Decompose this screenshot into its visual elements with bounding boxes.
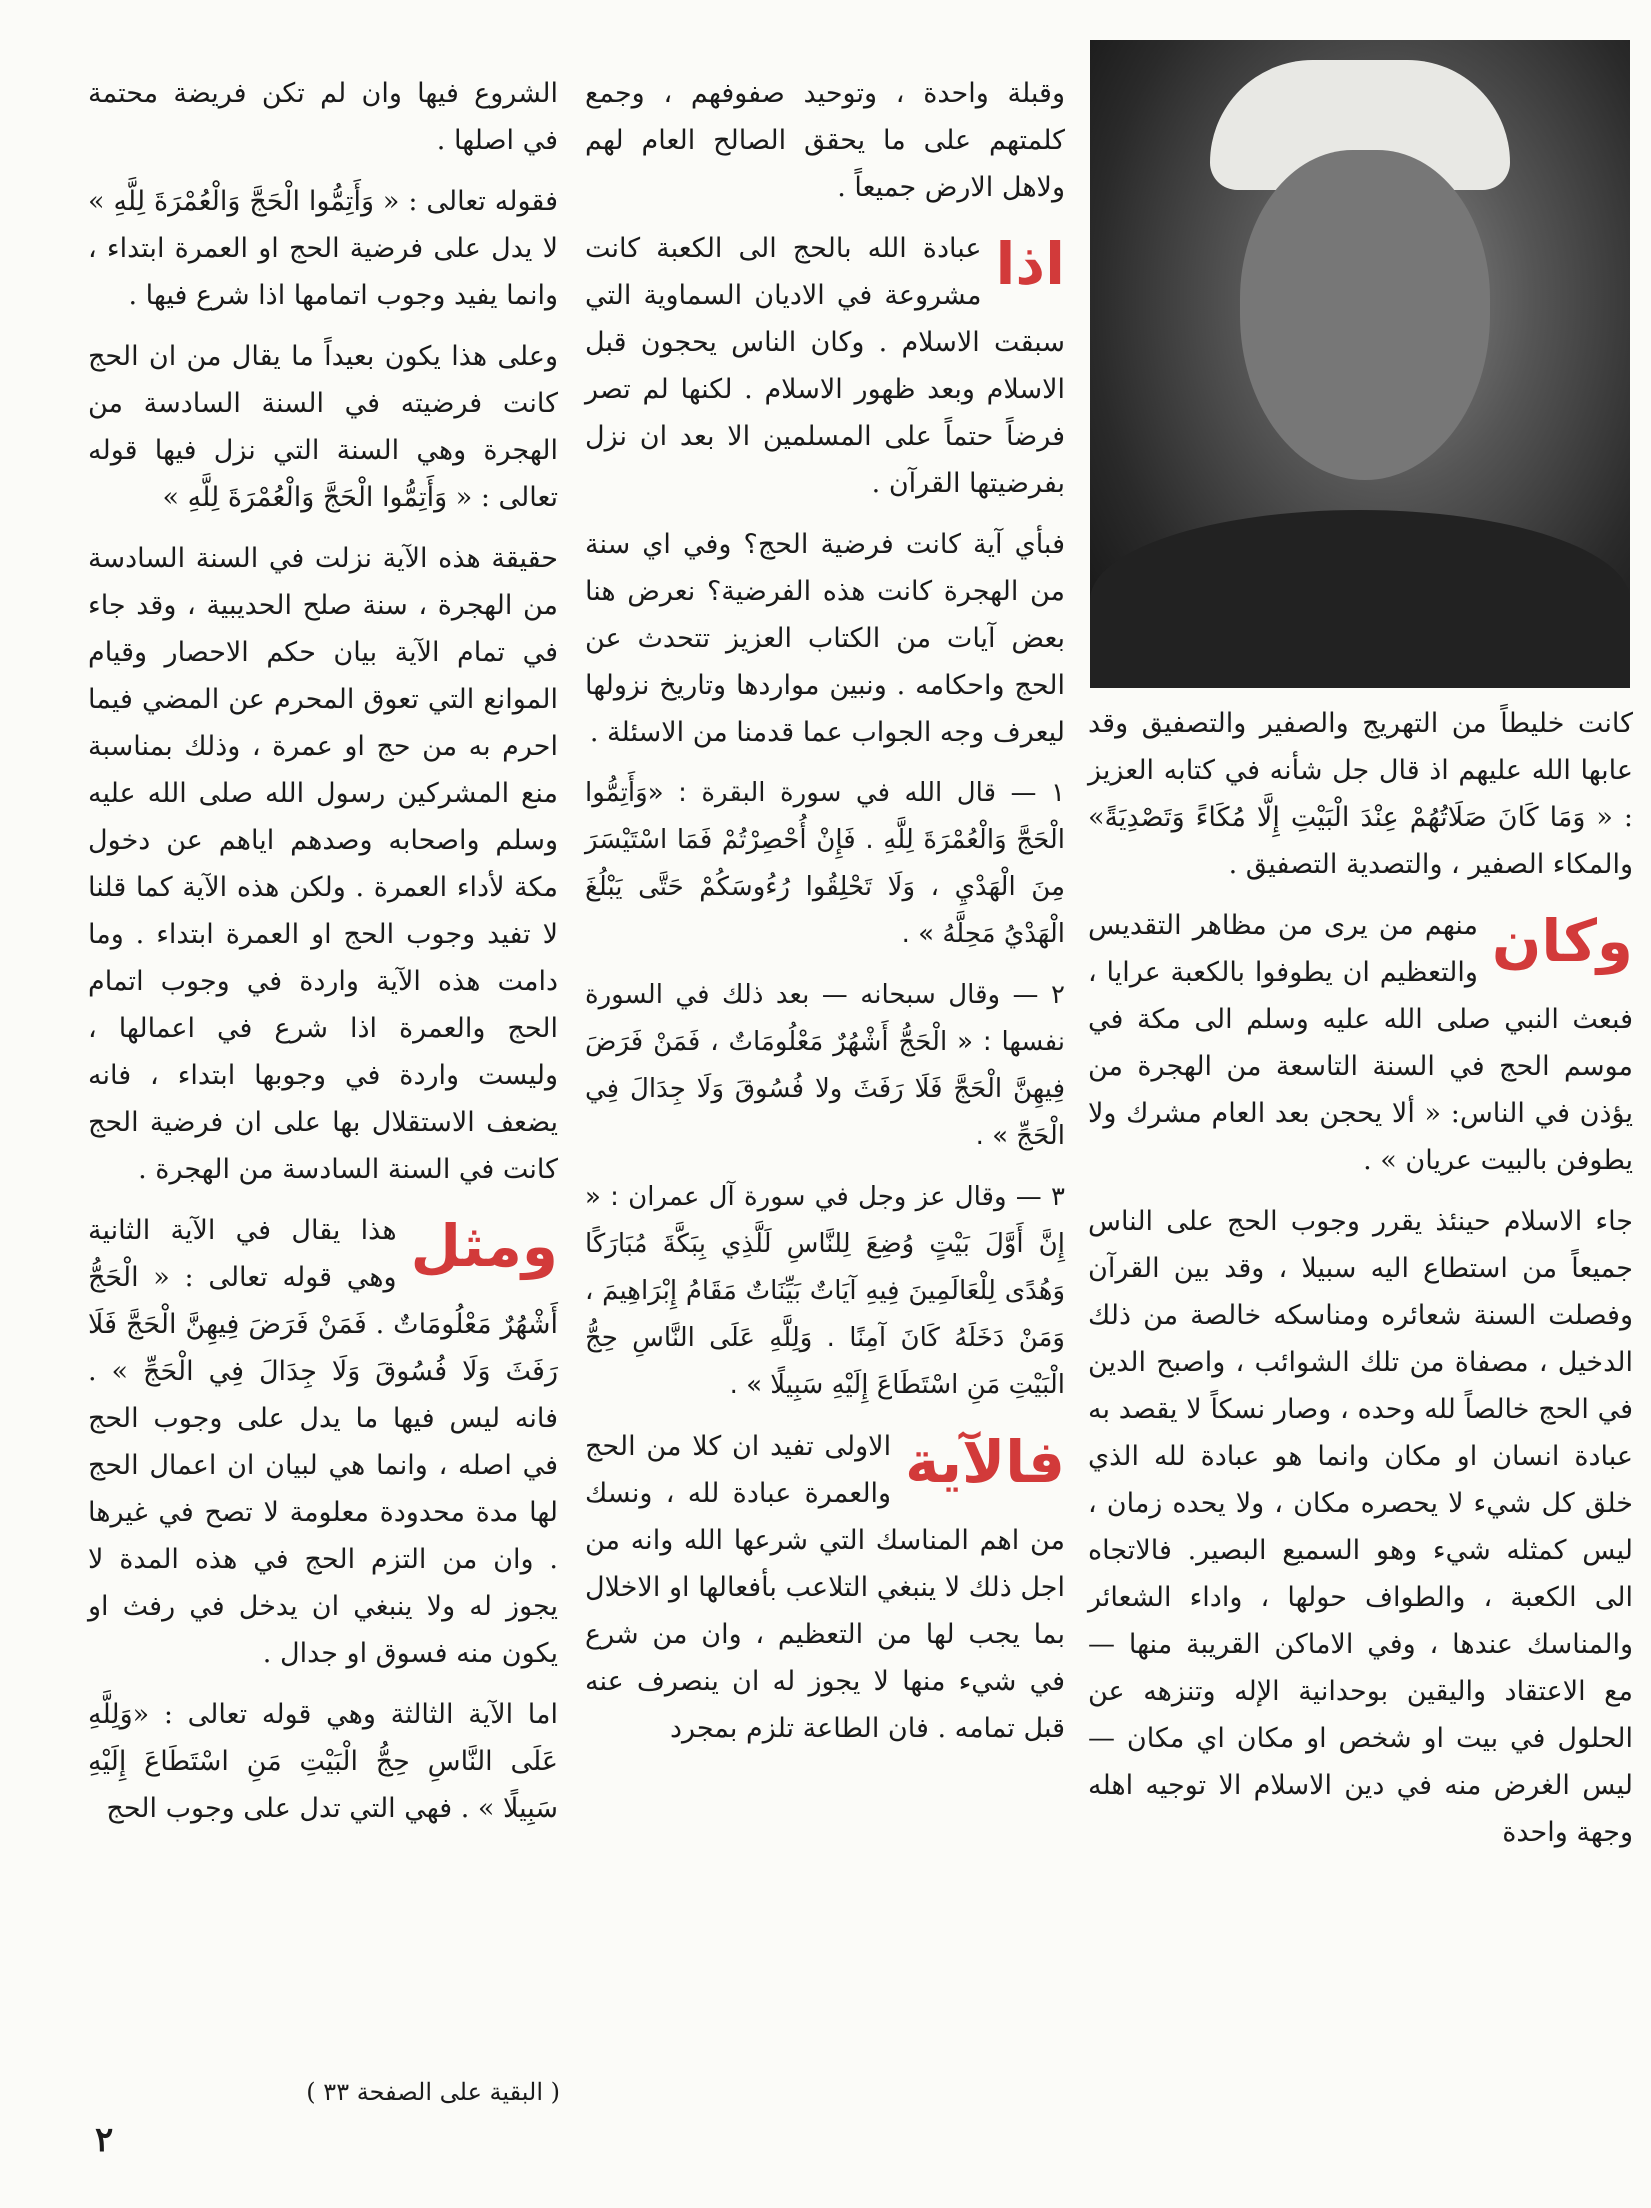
- paragraph: وكان منهم من يرى من مظاهر التقديس والتعظيم ان يطوفوا بالكعبة عرايا ، فبعث النبي صلى الله عليه وسلم الى مكة في موسم الحج في السنة التاسعة من الهجرة من يؤذن في الناس: « ألا يحجن بعد العام مشرك ولا يطوفن بالبيت عريان » .: [1088, 902, 1633, 1184]
- paragraph: فقوله تعالى : « وَأَتِمُّوا الْحَجَّ وَالْعُمْرَةَ لِلَّهِ » لا يدل على فرضية الحج او العمرة ابتداء ، وانما يفيد وجوب اتمامها اذا شرع فيها .: [88, 186, 558, 311]
- paragraph: فالآية الاولى تفيد ان كلا من الحج والعمرة عبادة لله ، ونسك من اهم المناسك التي شرعها الله وانه من اجل ذلك لا ينبغي التلاعب بأفعالها او الاخلال بما يجب لها من التعظيم ، وان من شرع في شيء منها لا يجوز له ان ينصرف عنه قبل تمامه . فان الطاعة تلزم بمجرد: [585, 1423, 1065, 1752]
- paragraph: كانت خليطاً من التهريج والصفير والتصفيق وقد عابها الله عليهم اذ قال جل شأنه في كتابه العزيز : « وَمَا كَانَ صَلَاتُهُمْ عِنْدَ الْبَيْتِ إِلَّا مُكَاءً وَتَصْدِيَةً» والمكاء الصفير ، والتصدية التصفيق .: [1088, 708, 1633, 880]
- paragraph: وقبلة واحدة ، وتوحيد صفوفهم ، وجمع كلمتهم على ما يحقق الصالح العام لهم ولاهل الارض جميعاً .: [585, 78, 1065, 203]
- portrait-photo: [1090, 40, 1630, 688]
- drop-word: فالآية: [905, 1428, 1065, 1496]
- drop-word: وكان: [1491, 907, 1633, 975]
- paragraph: اما الآية الثالثة وهي قوله تعالى : «وَلِلَّهِ عَلَى النَّاسِ حِجُّ الْبَيْتِ مَنِ اسْتَطَاعَ إِلَيْهِ سَبِيلًا » . فهي التي تدل على وجوب الحج: [88, 1699, 558, 1824]
- paragraph: فبأي آية كانت فرضية الحج؟ وفي اي سنة من الهجرة كانت هذه الفرضية؟ نعرض هنا بعض آيات من الكتاب العزيز تتحدث عن الحج واحكامه . ونبين مواردها وتاريخ نزولها ليعرف وجه الجواب عما قدمنا من الاسئلة .: [585, 529, 1065, 748]
- paragraph: ١ — قال الله في سورة البقرة : «وَأَتِمُّوا الْحَجَّ وَالْعُمْرَةَ لِلَّهِ . فَإِنْ أُحْصِرْتُمْ فَمَا اسْتَيْسَرَ مِنَ الْهَدْيِ ، وَلَا تَحْلِقُوا رُءُوسَكُمْ حَتَّى يَبْلُغَ الْهَدْيُ مَحِلَّهُ » .: [585, 778, 1065, 949]
- page-number: ٢: [95, 2120, 114, 2160]
- column-middle: [585, 70, 1065, 1766]
- drop-word: اذا: [995, 230, 1065, 298]
- paragraph: ٣ — وقال عز وجل في سورة آل عمران : « إِنَّ أَوَّلَ بَيْتٍ وُضِعَ لِلنَّاسِ لَلَّذِي بِبَكَّةَ مُبَارَكًا وَهُدًى لِلْعَالَمِينَ فِيهِ آيَاتٌ بَيِّنَاتٌ مَقَامُ إِبْرَاهِيمَ ، وَمَنْ دَخَلَهُ كَانَ آمِنًا . وَلِلَّهِ عَلَى النَّاسِ حِجُّ الْبَيْتِ مَنِ اسْتَطَاعَ إِلَيْهِ سَبِيلًا » .: [585, 1182, 1065, 1400]
- continued-note: ( البقية على الصفحة ٣٣ ): [306, 2078, 560, 2106]
- column-left: [88, 70, 558, 1846]
- paragraph: وعلى هذا يكون بعيداً ما يقال من ان الحج كانت فرضيته في السنة السادسة من الهجرة وهي السنة التي نزل فيها قوله تعالى : « وَأَتِمُّوا الْحَجَّ وَالْعُمْرَةَ لِلَّهِ »: [88, 341, 558, 513]
- drop-word: ومثل: [410, 1212, 558, 1280]
- paragraph: ومثل هذا يقال في الآية الثانية وهي قوله تعالى : « الْحَجُّ أَشْهُرٌ مَعْلُومَاتٌ . فَمَنْ فَرَضَ فِيهِنَّ الْحَجَّ فَلَا رَفَثَ وَلَا فُسُوقَ وَلَا جِدَالَ فِي الْحَجِّ » . فانه ليس فيها ما يدل على وجوب الحج في اصله ، وانما هي لبيان ان اعمال الحج لها مدة محدودة معلومة لا تصح في غيرها . وان من التزم الحج في هذه المدة لا يجوز له ولا ينبغي ان يدخل في رفث او يكون منه فسوق او جدال .: [88, 1207, 558, 1677]
- paragraph: الشروع فيها وان لم تكن فريضة محتمة في اصلها .: [88, 78, 558, 156]
- column-right: [1088, 700, 1633, 1870]
- paragraph: حقيقة هذه الآية نزلت في السنة السادسة من الهجرة ، سنة صلح الحديبية ، وقد جاء في تمام الآية بيان حكم الاحصار وقيام الموانع التي تعوق المحرم عن المضي فيما احرم به من حج او عمرة ، وذلك بمناسبة منع المشركين رسول الله صلى الله عليه وسلم واصحابه وصدهم اياهم عن دخول مكة لأداء العمرة . ولكن هذه الآية كما قلنا لا تفيد وجوب الحج او العمرة ابتداء . وما دامت هذه الآية واردة في وجوب اتمام الحج والعمرة اذا شرع في اعمالها ، وليست واردة في وجوبها ابتداء ، فانه يضعف الاستقلال بها على ان فرضية الحج كانت في السنة السادسة من الهجرة .: [88, 543, 558, 1185]
- paragraph: ٢ — وقال سبحانه — بعد ذلك في السورة نفسها : « الْحَجُّ أَشْهُرٌ مَعْلُومَاتٌ ، فَمَنْ فَرَضَ فِيهِنَّ الْحَجَّ فَلَا رَفَثَ ولا فُسُوقَ وَلَا جِدَالَ فِي الْحَجِّ » .: [585, 980, 1065, 1151]
- paragraph: جاء الاسلام حينئذ يقرر وجوب الحج على الناس جميعاً من استطاع اليه سبيلا ، وقد بين القرآن وفصلت السنة شعائره ومناسكه خالصة من ذلك الدخيل ، مصفاة من تلك الشوائب ، واصبح الدين في الحج خالصاً لله وحده ، وصار نسكاً لا يقصد به عبادة انسان او مكان وانما هو عبادة لله الذي خلق كل شيء لا يحصره مكان ، ولا يحده زمان ، ليس كمثله شيء وهو السميع البصير. فالاتجاه الى الكعبة ، والطواف حولها ، واداء الشعائر والمناسك عندها ، وفي الاماكن القريبة منها — مع الاعتقاد واليقين بوحدانية الإله وتنزهه عن الحلول في بيت او شخص او مكان اي مكان — ليس الغرض منه في دين الاسلام الا توجيه اهله وجهة واحدة: [1088, 1206, 1633, 1848]
- paragraph: اذا عبادة الله بالحج الى الكعبة كانت مشروعة في الاديان السماوية التي سبقت الاسلام . وكان الناس يحجون قبل الاسلام وبعد ظهور الاسلام . لكنها لم تصر فرضاً حتماً على المسلمين الا بعد ان نزل بفرضيتها القرآن .: [585, 225, 1065, 507]
